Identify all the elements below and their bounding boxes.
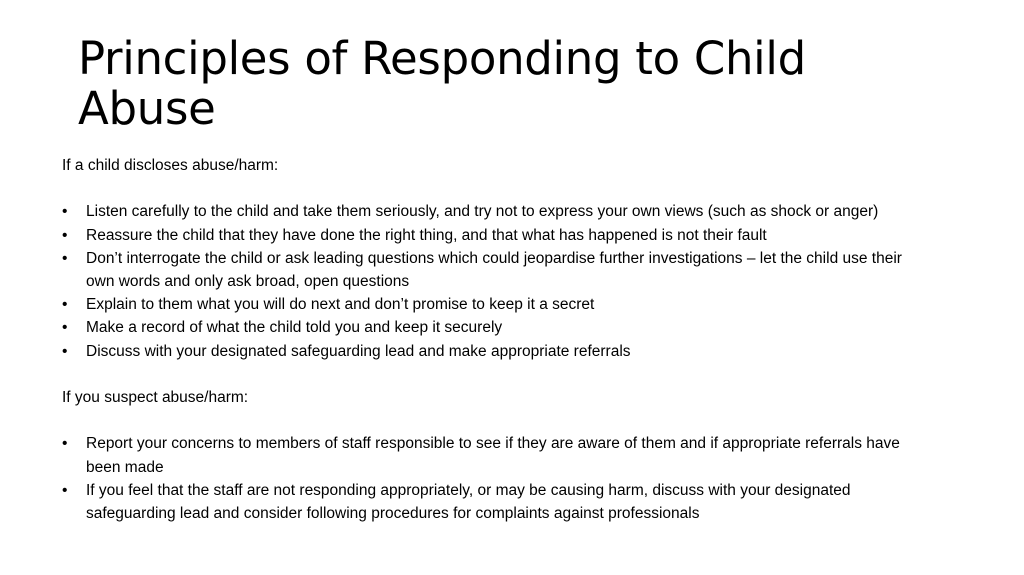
list-item-text: Listen carefully to the child and take them seriously, and try not to express your own views (such as shock or anger): [86, 203, 879, 221]
bullet-icon: •: [62, 342, 68, 360]
spacer: [62, 177, 922, 200]
bullet-icon: •: [62, 226, 68, 244]
bullet-icon: •: [62, 435, 68, 453]
list-item-text: Report your concerns to members of staff responsible to see if they are aware of them and if appropriate referrals have been made: [86, 435, 900, 476]
list-item: [62, 200, 922, 223]
list-item: [62, 224, 922, 247]
suspicion-bullet-list: [62, 432, 922, 525]
slide-title: Principles of Responding to Child Abuse: [78, 32, 806, 135]
list-item-text: Discuss with your designated safeguarding lead and make appropriate referrals: [86, 342, 631, 360]
bullet-icon: •: [62, 249, 68, 267]
bullet-icon: •: [62, 319, 68, 337]
list-item-text: Reassure the child that they have done the right thing, and that what has happened is not their fault: [86, 226, 767, 244]
spacer: [62, 409, 922, 432]
list-item-text: If you feel that the staff are not responding appropriately, or may be causing harm, discuss with your designated safeguarding lead and consider following procedures for complaints against professionals: [86, 481, 851, 522]
bullet-icon: •: [62, 296, 68, 314]
list-item: [62, 479, 922, 525]
spacer: [62, 363, 922, 386]
list-item-text: Don’t interrogate the child or ask leading questions which could jeopardise further investigations – let the child use their own words and only ask broad, open questions: [86, 249, 902, 290]
slide-body: [62, 154, 922, 525]
list-item-text: Make a record of what the child told you and keep it securely: [86, 319, 503, 337]
list-item: [62, 340, 922, 363]
list-item: [62, 293, 922, 316]
list-item: [62, 316, 922, 339]
list-item: [62, 432, 922, 478]
bullet-icon: •: [62, 481, 68, 499]
bullet-icon: •: [62, 203, 68, 221]
section-heading-disclosure: If a child discloses abuse/harm:: [62, 157, 279, 174]
disclosure-bullet-list: [62, 200, 922, 362]
section-heading-suspicion: If you suspect abuse/harm:: [62, 388, 249, 406]
list-item-text: Explain to them what you will do next and don’t promise to keep it a secret: [86, 296, 595, 314]
list-item: [62, 247, 922, 293]
